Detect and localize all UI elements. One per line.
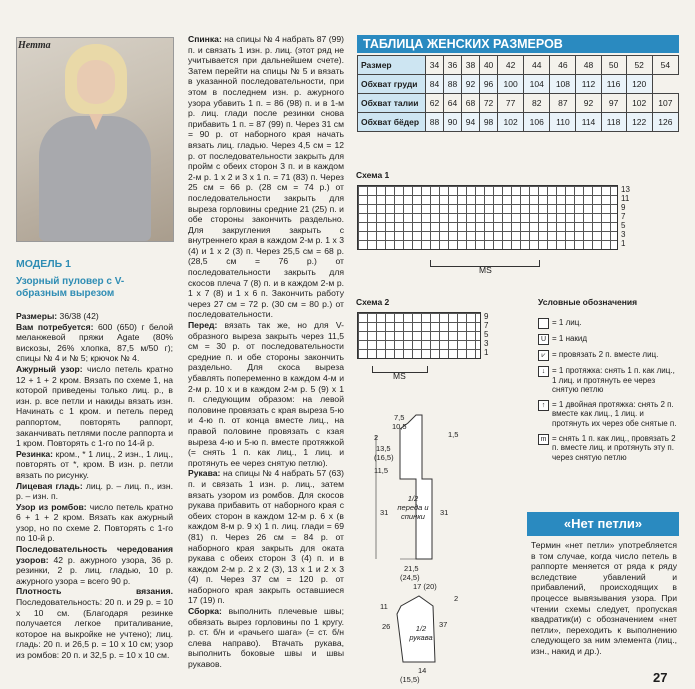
- legend-symbol-icon: [538, 318, 549, 329]
- schema2-row-num: 5: [484, 330, 489, 339]
- schema2-row-num: 7: [484, 321, 489, 330]
- legend-text: = снять 1 п. как лиц., провязать 2 п. вместе лиц. и протянуть эту п. через снятую петлю: [552, 433, 676, 462]
- size-cell: 36: [444, 56, 462, 75]
- sleeve-n2: 2: [454, 594, 459, 603]
- model-title: МОДЕЛЬ 1: [16, 258, 71, 270]
- sleeve-w-top: 17 (20): [413, 582, 437, 591]
- instructions-col-2: Спинка: на спицы № 4 набрать 87 (99) п. и связать 1 изн. р. лиц. (этот ряд не учитывается при дальнейшем счете). Затем перейти на спицы № 5 и вязать в указанной последовательности, при этом в последнем изн. р. ажурного узора убавить 1 п. = 86 (98) п. и в 1-м р. лиц. глади после резинки снова прибавить 1 п. = 87 (99) п. Через 31 см = 90 р. от наборного края начать вязать лиц. гладью. Через 4,5 см = 12 р. от последовательности закрыть для пройм с обеих сторон 3 п. и в каждом 2-м р. 1 х 2 и 3 х 1 п. = 71 (83) п. Через 25 см = 66 р. (28 см = 74 р.) от последовательности закрыть для выреза горловины средние 21 (25) п. и обе стороны закончить раздельно. Для закругления закрыть с внутреннего края в каждом 2-м р. 1 х 3 (4) и 1 х 2 (3) п. Через 25,5 см = 68 р. (28,5 см = 76 р.) от последовательности закрыть для скосов плеча 7 (8) п. и в каждом 2-м р. 1 х 7 (8) и 1 х 6 п. Закончить работу через 27 см = 72 р. (30 см = 80 р.) от последовательности. Перед: вязать так же, но для V-образного выреза закрыть через 11,5 см = 30 р. от последовательности средние п. и обе стороны закончить раздельно. Для скоса выреза убавлять попеременно в каждом 4-м и 2-м р. 10 х и в каждом 2-м р. 5 (9) х 1 п. следующим образом: на левой половине провязать с края выреза 5-ю и 4-ю п. от конца вместе лиц., на правой половине провязать с кзая выреза 4-ю и 5-ю п. вместе протяжкой (= снять 1 п. как лиц., 1 лиц. и протянуть ее через снятую петлю). Рукава: на спицы № 4 набрать 57 (63) п. и связать 1 изн. р. лиц., затем вязать узором из ромбов. Для скосов рукава прибавить от наборного края с обеих сторон в каждом 12-м р. 6 х (в каждом 8-м р. 9 х) 1 п. лиц. глади = 69 (81) п. Через 26 см = 84 р. от наборного края закрыть для оката рукава с обеих сторон 3 (4) п. и в каждом 2-м р. 2 х 2 (3), 13 х 1 и 2 х 3 (4) п. Через 37 см = 120 р. от наборного края закрыть оставшиеся 17 (19) п. Сборка: выполнить плечевые швы; обвязать вырез горловины по 1 кругу. р. ст. б/н и «рачьего шага» (= ст. б/н слева направо). Втачать рукава, выполнить боковые швы и швы рукавов.: [188, 34, 344, 670]
- size-row: [358, 94, 679, 113]
- size-cell: 84: [426, 75, 444, 94]
- size-table: [357, 55, 679, 132]
- body-n2: 1,5: [448, 430, 459, 439]
- body-w-top2: 10,5: [392, 422, 407, 431]
- size-row: [358, 113, 679, 132]
- size-cell: 108: [550, 75, 576, 94]
- legend-item: [538, 334, 680, 345]
- size-cell: 102: [498, 113, 524, 132]
- legend: [538, 318, 680, 467]
- size-cell: 97: [601, 94, 626, 113]
- size-row-label: Обхват талии: [358, 94, 426, 113]
- schema2-row-numbers: [484, 312, 488, 357]
- body-n6b: 31: [440, 508, 449, 517]
- body-w-top: 7,5: [394, 413, 405, 422]
- sleeve-n3: 26: [382, 622, 391, 631]
- size-cell: 122: [626, 113, 652, 132]
- size-cell: 96: [480, 75, 498, 94]
- body-w-bot: 21,5: [404, 564, 419, 573]
- size-cell: 112: [576, 75, 601, 94]
- size-cell: 52: [626, 56, 652, 75]
- legend-item: [538, 366, 680, 395]
- size-cell: 48: [576, 56, 601, 75]
- size-row-label: Обхват бёдер: [358, 113, 426, 132]
- size-cell: 110: [550, 113, 576, 132]
- legend-text: = провязать 2 п. вместе лиц.: [552, 350, 659, 359]
- size-cell: 104: [524, 75, 550, 94]
- schema2-row-num: 9: [484, 312, 489, 321]
- body-w-bot2: (24,5): [400, 573, 420, 582]
- schema2-grid: [357, 312, 481, 359]
- schema2-row-num: 3: [484, 339, 489, 348]
- no-loop-text: Термин «нет петли» употребляется в том случае, когда число петель в раппорте меняется от ряда к ряду вследствие убавлений и прибавлений, происходящих в процессе вывязывания узора. При чтении схемы следует, пропуская квадратик(и) с обозначением «нет петли», переходить к выполнению следующего за ним элемента (лиц., изн., накид и др.).: [531, 540, 677, 656]
- size-cell: 116: [601, 75, 626, 94]
- size-cell: 90: [444, 113, 462, 132]
- sleeve-n1: 11: [380, 602, 388, 611]
- model-subtitle: Узорный пуловер с V-образным вырезом: [16, 276, 125, 299]
- size-cell: 40: [480, 56, 498, 75]
- schema2-row-num: 1: [484, 348, 489, 357]
- size-row: [358, 75, 679, 94]
- size-cell: 87: [550, 94, 576, 113]
- size-cell: 118: [601, 113, 626, 132]
- body-n5: 11,5: [374, 466, 389, 475]
- size-row-label: Размер: [358, 56, 426, 75]
- page-number: 27: [653, 670, 668, 685]
- no-loop-title: «Нет петли»: [527, 512, 679, 536]
- body-n3: 13,5: [376, 444, 391, 453]
- model-photo: [16, 37, 174, 242]
- brand-logo: Нетта: [18, 40, 51, 51]
- size-cell: 92: [576, 94, 601, 113]
- legend-item: [538, 318, 680, 329]
- size-table-title: ТАБЛИЦА ЖЕНСКИХ РАЗМЕРОВ: [357, 35, 679, 53]
- size-cell: 120: [626, 75, 652, 94]
- schema1-row-num: 9: [621, 203, 626, 212]
- size-cell: 62: [426, 94, 444, 113]
- schema1-row-num: 13: [621, 185, 630, 194]
- size-cell: 107: [652, 94, 678, 113]
- size-cell: 126: [652, 113, 678, 132]
- body-n6: 31: [380, 508, 389, 517]
- legend-text: = 1 двойная протяжка: снять 2 п. вместе как лиц., 1 лиц. и протянуть их через обе снятые п.: [552, 399, 677, 428]
- legend-item: [538, 400, 680, 429]
- size-cell: 106: [524, 113, 550, 132]
- size-cell: 34: [426, 56, 444, 75]
- legend-symbol-icon: ↓: [538, 366, 549, 377]
- schema1-row-numbers: [621, 185, 630, 248]
- schema1-title: Схема 1: [356, 170, 390, 180]
- legend-item: [538, 434, 680, 463]
- legend-symbol-icon: ⩗: [538, 350, 549, 361]
- legend-symbol-icon: U: [538, 334, 549, 345]
- size-cell: 42: [498, 56, 524, 75]
- size-cell: 68: [462, 94, 480, 113]
- legend-text: = 1 лиц.: [552, 318, 582, 327]
- legend-symbol-icon: m: [538, 434, 549, 445]
- size-cell: 50: [601, 56, 626, 75]
- size-cell: 100: [498, 75, 524, 94]
- sleeve-w-bot2: (15,5): [400, 675, 420, 684]
- size-cell: 88: [444, 75, 462, 94]
- body-n4: (16,5): [374, 453, 394, 462]
- body-n1: 2: [374, 433, 379, 442]
- size-cell: 94: [462, 113, 480, 132]
- size-row: [358, 56, 679, 75]
- size-cell: 72: [480, 94, 498, 113]
- schema1-row-num: 1: [621, 239, 626, 248]
- size-cell: 82: [524, 94, 550, 113]
- size-cell: 46: [550, 56, 576, 75]
- size-cell: 54: [652, 56, 678, 75]
- size-cell: 44: [524, 56, 550, 75]
- legend-text: = 1 накид: [552, 334, 588, 343]
- size-cell: 88: [426, 113, 444, 132]
- instructions-col-1: Размеры: 36/38 (42) Вам потребуется: 600 (650) г белой меланжевой пряжи Agate (80% вискозы, 26% хлопка, 87,5 м/50 г); спицы № 4 и № 5; крючок № 4. Ажурный узор: число петель кратно 12 + 1 + 2 кром. Вязать по схеме 1, на которой приведены только лиц. р., в изн. р. все петли и накиды вязать изн. Начинать с 1 кром. и петель перед раппортом, повторять раппорт, заканчивать петлями после раппорта и 1 кром. Повторять с 1-го по 14-й р. Резинка: кром., * 1 лиц., 2 изн., 1 лиц., повторять от *, кром. В изн. р. петли вязать по рисунку. Лицевая гладь: лиц. р. – лиц. п., изн. р. – изн. п. Узор из ромбов: число петель кратно 6 + 1 + 2 кром. Вязать как ажурный узор, но по схеме 2. Повторять с 1-го по 10-й р. Последовательность чередования узоров: 42 р. ажурного узора, 36 р. резинки, 2 р. лиц. гладью, 10 р. ажурного узора = всего 90 р. Плотность вязания. Последовательность: 20 п. и 29 р. = 10 х 10 см. (Благодаря резинке получается легкое приталивание, которое на выкройке не учтено); лиц. гладь: 20 п. и 26,5 р. = 10 х 10 см; узор из ромбов: 20 п. и 32,5 р. = 10 х 10 см.: [16, 311, 173, 660]
- legend-title: Условные обозначения: [538, 297, 638, 307]
- size-cell: 64: [444, 94, 462, 113]
- body-piece-label: 1/2 переда и спинки: [397, 494, 429, 521]
- size-cell: 92: [462, 75, 480, 94]
- legend-text: = 1 протяжка: снять 1 п. как лиц., 1 лиц. и протянуть ее через снятую петлю: [552, 366, 675, 395]
- legend-item: [538, 350, 680, 361]
- schema1-row-num: 5: [621, 221, 626, 230]
- size-cell: 38: [462, 56, 480, 75]
- legend-symbol-icon: ↑: [538, 400, 549, 411]
- schema1-row-num: 7: [621, 212, 626, 221]
- schema2-ms: MS: [393, 371, 406, 381]
- schema1-grid: [357, 185, 618, 250]
- sleeve-w-bot: 14: [418, 666, 427, 675]
- sleeve-piece-label: 1/2 рукава: [409, 624, 433, 642]
- schema1-ms: MS: [479, 265, 492, 275]
- size-cell: 77: [498, 94, 524, 113]
- schema2-title: Схема 2: [356, 297, 390, 307]
- size-cell: 102: [626, 94, 652, 113]
- size-row-label: Обхват груди: [358, 75, 426, 94]
- size-cell: 98: [480, 113, 498, 132]
- schema1-row-num: 3: [621, 230, 626, 239]
- sleeve-n4: 37: [439, 620, 448, 629]
- size-cell: 114: [576, 113, 601, 132]
- schema1-row-num: 11: [621, 194, 630, 203]
